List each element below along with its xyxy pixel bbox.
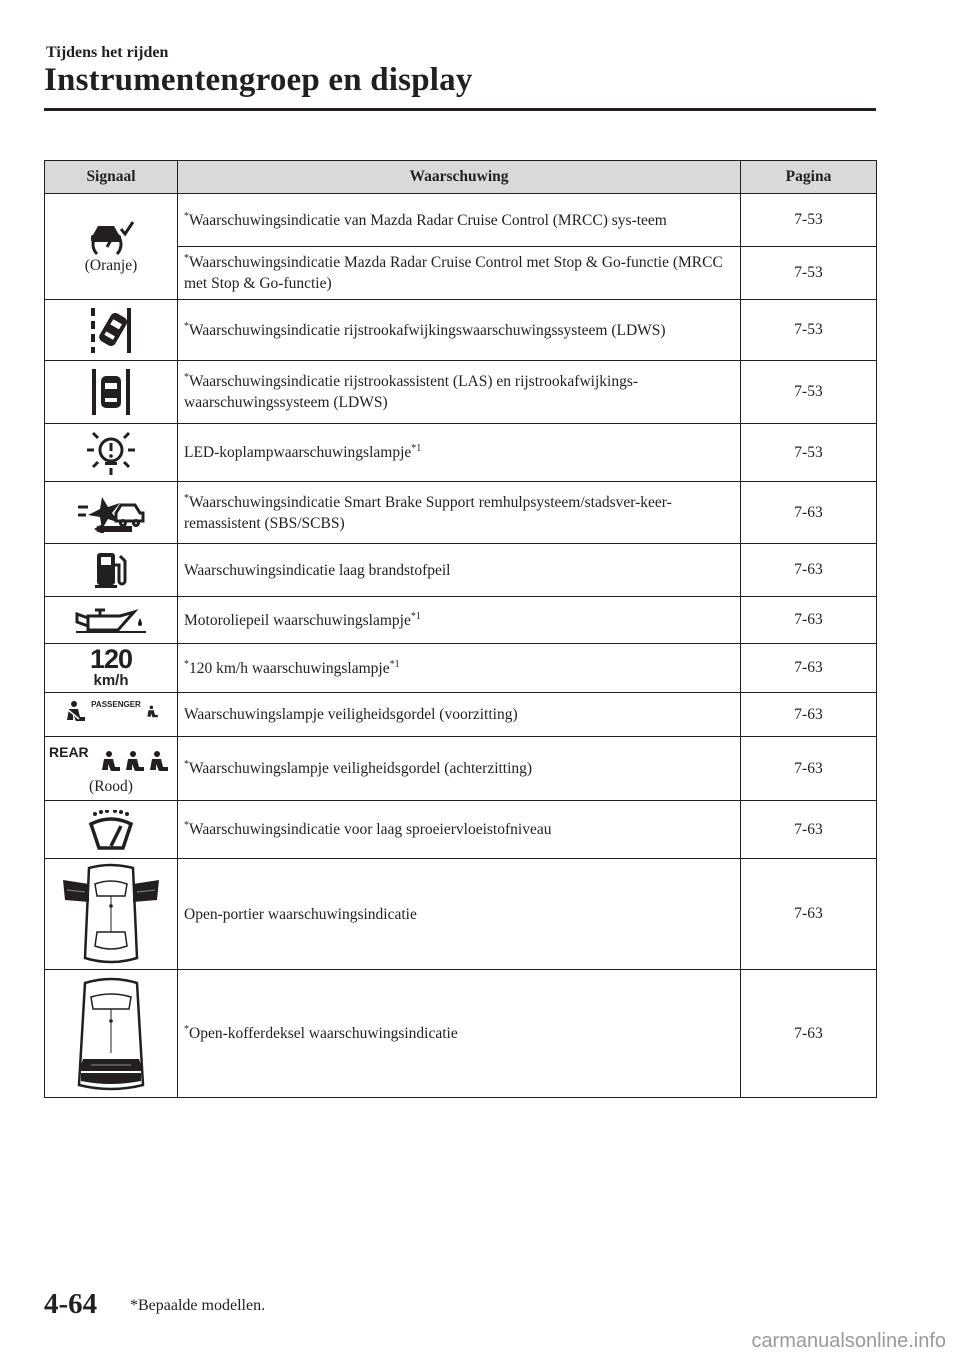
page-ref: 7-63	[741, 693, 877, 737]
washer-fluid-icon	[46, 810, 176, 850]
warning-text	[178, 424, 741, 482]
model-asterisk: *	[184, 758, 189, 770]
model-asterisk: *	[184, 210, 189, 222]
signal-cell	[45, 300, 178, 361]
table-row	[45, 300, 877, 361]
heading-divider	[44, 108, 876, 111]
page-ref: 7-53	[741, 300, 877, 361]
warning-label: Waarschuwingsindicatie laag brandstofpeil	[184, 561, 451, 579]
warning-text	[178, 693, 741, 737]
table-row	[45, 644, 877, 693]
signal-cell	[45, 737, 178, 801]
warning-label: Waarschuwingslampje veiligheidsgordel (achterzitting)	[189, 760, 533, 777]
signal-cell	[45, 544, 178, 597]
signal-cell	[45, 597, 178, 644]
page-ref: 7-63	[741, 597, 877, 644]
table-row	[45, 693, 877, 737]
signal-cell	[45, 194, 178, 300]
warning-text	[178, 644, 741, 693]
footnote-ref: *1	[410, 610, 421, 622]
warning-text	[178, 801, 741, 859]
table-row	[45, 597, 877, 644]
model-asterisk: *	[184, 819, 189, 831]
signal-cell	[45, 859, 178, 970]
section-label: Tijdens het rijden	[46, 44, 169, 61]
table-header-row	[45, 161, 877, 194]
warning-label: Waarschuwingsindicatie Mazda Radar Cruise Control met Stop & Go-functie (MRCC met Stop & Go-functie)	[184, 254, 723, 292]
speed-120-icon	[90, 646, 132, 688]
warning-text	[178, 859, 741, 970]
warning-label: Waarschuwingslampje veiligheidsgordel (voorzitting)	[184, 706, 518, 723]
table-row	[45, 859, 877, 970]
page-number: 4-64	[44, 1288, 98, 1320]
warning-text	[178, 300, 741, 361]
door-open-icon	[46, 862, 176, 966]
warning-text	[178, 544, 741, 597]
warning-text	[178, 361, 741, 424]
signal-cell	[45, 644, 178, 693]
column-header-warning: Waarschuwing	[178, 161, 741, 194]
led-headlight-icon	[46, 430, 176, 476]
lane-keep-assist-icon	[46, 367, 176, 417]
warning-text	[178, 597, 741, 644]
page-ref: 7-53	[741, 247, 877, 300]
signal-cell	[45, 970, 178, 1098]
table-row	[45, 737, 877, 801]
seatbelt-rear-icon	[46, 742, 176, 776]
page-ref: 7-53	[741, 361, 877, 424]
lane-departure-icon	[46, 306, 176, 354]
table-row	[45, 970, 877, 1098]
color-caption: (Rood)	[89, 777, 133, 795]
radar-cruise-control-icon	[46, 219, 176, 255]
page-ref: 7-63	[741, 482, 877, 544]
model-asterisk: *	[184, 252, 189, 264]
page-ref: 7-63	[741, 970, 877, 1098]
color-caption: (Oranje)	[84, 256, 138, 274]
signal-cell	[45, 482, 178, 544]
warning-label: Open-kofferdeksel waarschuwingsindicatie	[189, 1025, 458, 1042]
column-header-page: Pagina	[741, 161, 877, 194]
model-asterisk: *	[184, 1023, 189, 1035]
warning-text	[178, 194, 741, 247]
warning-text	[178, 482, 741, 544]
signal-cell	[45, 424, 178, 482]
footnote-ref: *1	[389, 658, 400, 670]
signal-cell	[45, 693, 178, 737]
warning-label: Waarschuwingsindicatie voor laag sproeiervloeistofniveau	[189, 821, 552, 838]
table-row	[45, 194, 877, 247]
model-asterisk: *	[184, 320, 189, 332]
seatbelt-passenger-icon	[63, 700, 159, 724]
page-ref: 7-53	[741, 424, 877, 482]
page-ref: 7-63	[741, 801, 877, 859]
watermark: carmanualsonline.info	[751, 1330, 946, 1352]
passenger-label: PASSENGER	[91, 700, 141, 709]
warning-label: Waarschuwingsindicatie rijstrookafwijkingswaarschuwingssysteem (LDWS)	[189, 321, 666, 339]
rear-label: REAR	[49, 743, 89, 760]
signal-cell	[45, 361, 178, 424]
page-ref: 7-63	[741, 644, 877, 693]
signal-cell	[45, 801, 178, 859]
page-ref: 7-63	[741, 859, 877, 970]
page-ref: 7-63	[741, 737, 877, 801]
footnote: *Bepaalde modellen.	[130, 1297, 266, 1314]
warning-label: 120 km/h waarschuwingslampje	[189, 659, 390, 677]
page-ref: 7-63	[741, 544, 877, 597]
speed-value: 120	[89, 644, 133, 674]
warning-label: LED-koplampwaarschuwingslampje	[184, 444, 412, 461]
warning-label: Open-portier waarschuwingsindicatie	[184, 905, 417, 923]
warning-label: Motoroliepeil waarschuwingslampje	[184, 611, 411, 629]
warning-label: Waarschuwingsindicatie rijstrookassistent (LAS) en rijstrookafwijkings-waarschuwingssysteem (LDWS)	[184, 373, 639, 411]
oil-can-icon	[46, 606, 176, 634]
table-row	[45, 801, 877, 859]
table-row	[45, 361, 877, 424]
table-row	[45, 544, 877, 597]
speed-unit: km/h	[93, 672, 129, 689]
fuel-pump-icon	[46, 551, 176, 589]
column-header-signal: Signaal	[45, 161, 178, 194]
warning-text	[178, 970, 741, 1098]
warning-label: Waarschuwingsindicatie Smart Brake Support remhulpsysteem/stadsver-keer-remassistent (SBS/SCBS)	[184, 493, 672, 532]
warning-text	[178, 247, 741, 300]
page-title: Instrumentengroep en display	[44, 62, 473, 98]
warning-table	[44, 160, 877, 1098]
trunk-open-icon	[46, 975, 176, 1093]
model-asterisk: *	[184, 658, 189, 670]
model-asterisk: *	[184, 492, 189, 504]
warning-label: Waarschuwingsindicatie van Mazda Radar Cruise Control (MRCC) sys-teem	[189, 211, 667, 229]
smart-brake-support-icon	[46, 493, 176, 533]
model-asterisk: *	[184, 371, 189, 383]
table-row	[45, 482, 877, 544]
page-ref: 7-53	[741, 194, 877, 247]
table-row	[45, 424, 877, 482]
footnote-ref: *1	[411, 442, 422, 454]
warning-text	[178, 737, 741, 801]
